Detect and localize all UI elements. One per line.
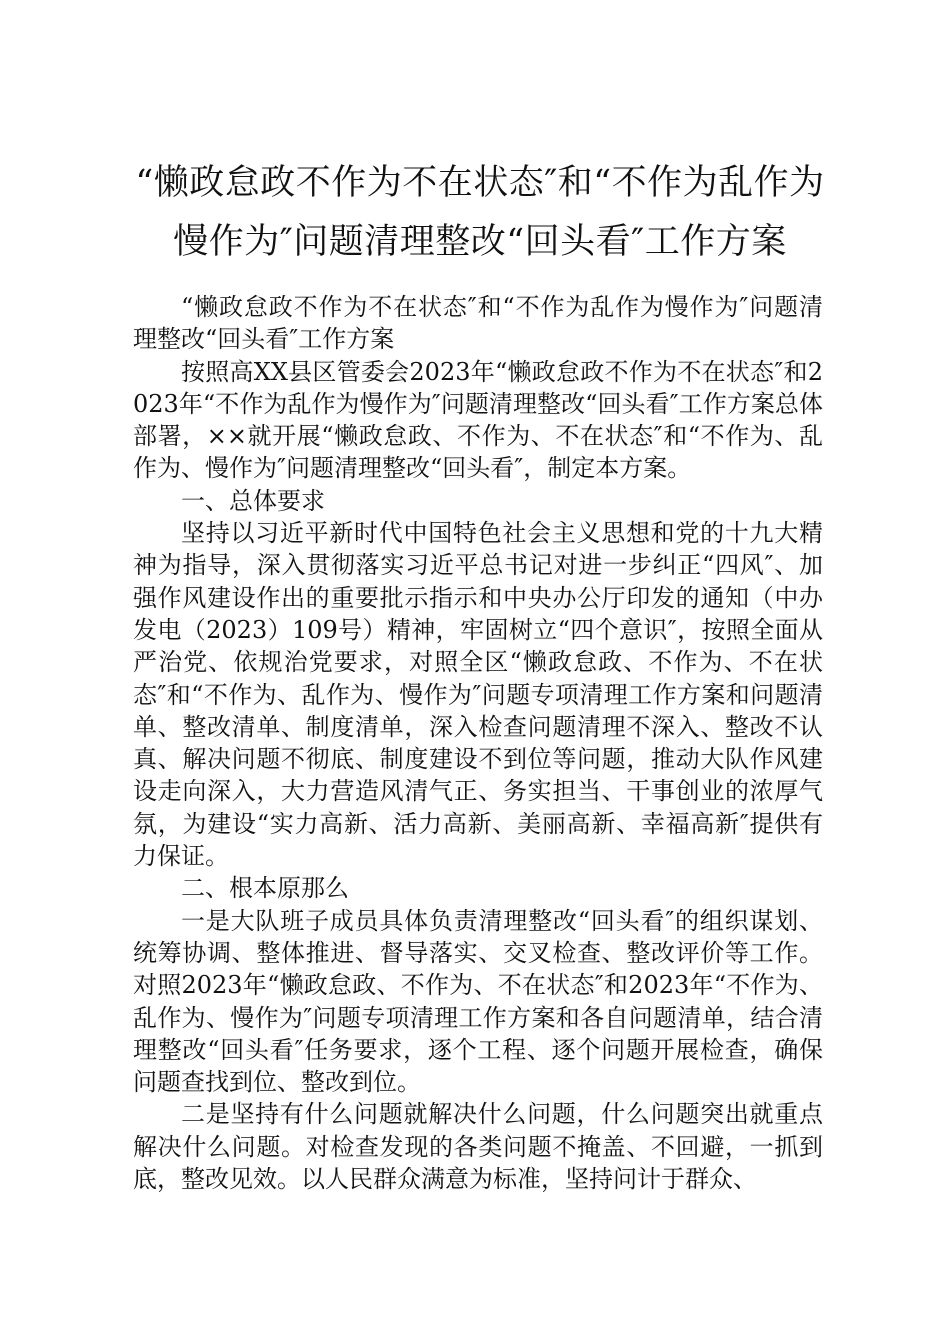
section-heading-basic-principles: 二、根本原那么 [181,874,349,903]
document-body [133,291,823,1195]
document-title [120,154,840,272]
principle-one-paragraph: 一是大队班子成员具体负责清理整改“回头看″的组织谋划、统筹协调、整体推进、督导落实、交叉检查、整改评价等工作。对照2023年“懒政怠政、不作为、不在状态″和2023年“不作为、乱作为、慢作为″问题专项清理工作方案和各自问题清单，结合清理整改“回头看″任务要求，逐个工程、逐个问题开展检查，确保问题查找到位、整改到位。 [133,906,823,1097]
title-line-1: “懒政怠政不作为不在状态″和“不作为乱作为 [135,163,825,203]
principle-two-paragraph: 二是坚持有什么问题就解决什么问题，什么问题突出就重点解决什么问题。对检查发现的各类问题不掩盖、不回避，一抓到底，整改见效。以人民群众满意为标准，坚持问计于群众、 [133,1100,823,1194]
intro-paragraph: 按照高XX县区管委会2023年“懒政怠政不作为不在状态″和2023年“不作为乱作为慢作为″问题清理整改“回头看″工作方案总体部署，××就开展“懒政怠政、不作为、不在状态″和“不作为、乱作为、慢作为″问题清理整改“回头看″，制定本方案。 [133,357,823,483]
subtitle-paragraph: “懒政怠政不作为不在状态″和“不作为乱作为慢作为″问题清理整改“回头看″工作方案 [133,293,823,354]
title-line-2: 慢作为″问题清理整改“回头看″工作方案 [173,222,787,262]
section-heading-general-requirements: 一、总体要求 [181,486,325,515]
general-requirements-paragraph: 坚持以习近平新时代中国特色社会主义思想和党的十九大精神为指导，深入贯彻落实习近平总书记对进一步纠正“四风″、加强作风建设作出的重要批示指示和中央办公厅印发的通知（中办发电（2023）109号）精神，牢固树立“四个意识″，按照全面从严治党、依规治党要求，对照全区“懒政怠政、不作为、不在状态″和“不作为、乱作为、慢作为″问题专项清理工作方案和问题清单、整改清单、制度清单，深入检查问题清理不深入、整改不认真、解决问题不彻底、制度建设不到位等问题，推动大队作风建设走向深入，大力营造风清气正、务实担当、干事创业的浓厚气氛，为建设“实力高新、活力高新、美丽高新、幸福高新″提供有力保证。 [133,519,823,871]
